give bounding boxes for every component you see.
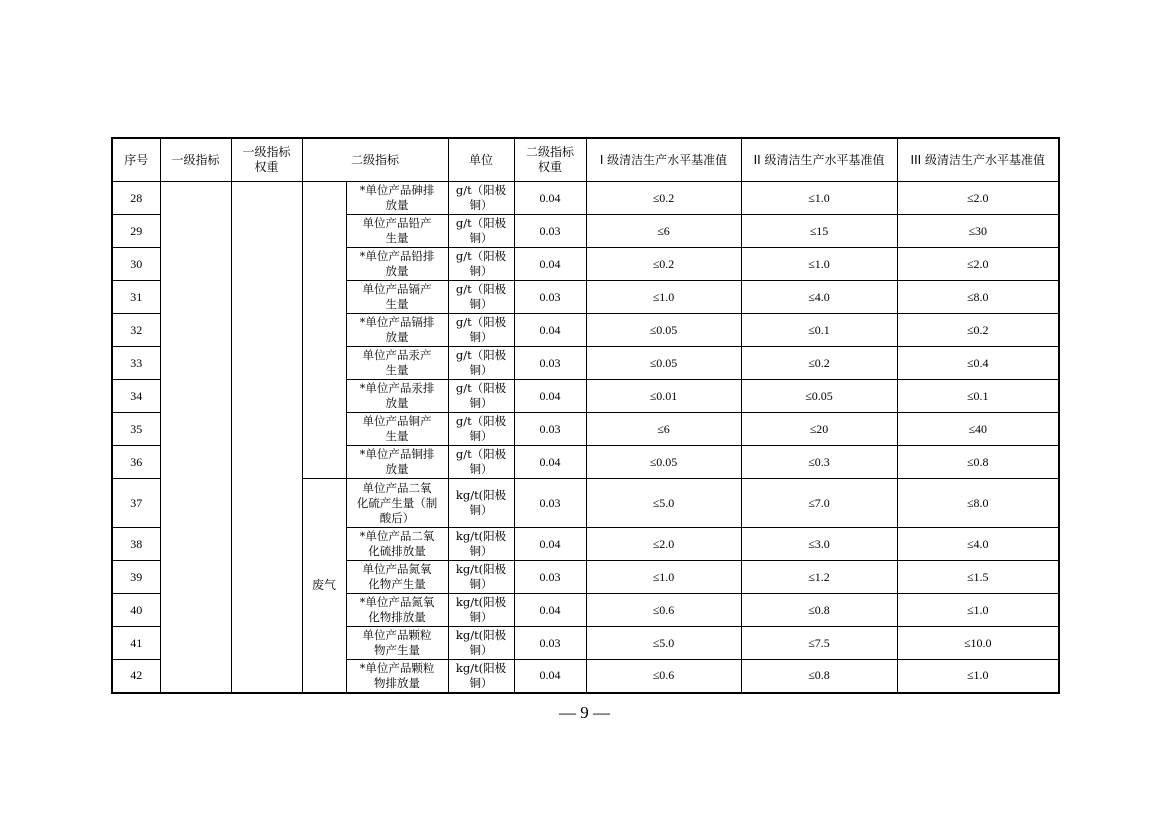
indicator-name: *单位产品氮氧 化物排放量 bbox=[346, 594, 448, 627]
grade3-value: ≤8.0 bbox=[897, 479, 1059, 528]
weight-cell: 0.03 bbox=[514, 627, 586, 660]
unit-cell: g/t（阳极 铜） bbox=[448, 413, 514, 446]
grade3-value: ≤2.0 bbox=[897, 182, 1059, 215]
grade3-value: ≤4.0 bbox=[897, 528, 1059, 561]
indicator-name: 单位产品汞产 生量 bbox=[346, 347, 448, 380]
row-number: 29 bbox=[112, 215, 160, 248]
row-number: 33 bbox=[112, 347, 160, 380]
row-number: 28 bbox=[112, 182, 160, 215]
grade1-value: ≤6 bbox=[586, 413, 741, 446]
header-level2: 二级指标 bbox=[302, 138, 448, 182]
indicator-name: *单位产品镉排 放量 bbox=[346, 314, 448, 347]
row-number: 37 bbox=[112, 479, 160, 528]
grade1-value: ≤0.05 bbox=[586, 314, 741, 347]
unit-cell: kg/t(阳极 铜） bbox=[448, 561, 514, 594]
indicator-name: *单位产品汞排 放量 bbox=[346, 380, 448, 413]
row-number: 40 bbox=[112, 594, 160, 627]
weight-cell: 0.04 bbox=[514, 314, 586, 347]
weight-cell: 0.04 bbox=[514, 528, 586, 561]
indicator-name: 单位产品二氧 化硫产生量（制 酸后） bbox=[346, 479, 448, 528]
weight-cell: 0.03 bbox=[514, 479, 586, 528]
unit-cell: g/t（阳极 铜） bbox=[448, 281, 514, 314]
weight-cell: 0.04 bbox=[514, 594, 586, 627]
grade1-value: ≤0.6 bbox=[586, 660, 741, 693]
grade1-value: ≤1.0 bbox=[586, 561, 741, 594]
grade2-value: ≤3.0 bbox=[741, 528, 897, 561]
grade3-value: ≤1.0 bbox=[897, 594, 1059, 627]
row-number: 34 bbox=[112, 380, 160, 413]
grade3-value: ≤1.0 bbox=[897, 660, 1059, 693]
indicator-name: *单位产品颗粒 物排放量 bbox=[346, 660, 448, 693]
grade1-value: ≤0.05 bbox=[586, 446, 741, 479]
grade2-value: ≤0.8 bbox=[741, 660, 897, 693]
header-grade1: I 级清洁生产水平基准值 bbox=[586, 138, 741, 182]
grade3-value: ≤0.8 bbox=[897, 446, 1059, 479]
category-blank-cell bbox=[302, 182, 346, 479]
category-waste-gas: 废气 bbox=[302, 479, 346, 693]
indicator-table bbox=[111, 137, 1060, 694]
grade3-value: ≤1.5 bbox=[897, 561, 1059, 594]
weight-cell: 0.03 bbox=[514, 561, 586, 594]
grade1-value: ≤6 bbox=[586, 215, 741, 248]
unit-cell: g/t（阳极 铜） bbox=[448, 215, 514, 248]
grade3-value: ≤0.4 bbox=[897, 347, 1059, 380]
grade2-value: ≤0.3 bbox=[741, 446, 897, 479]
row-number: 31 bbox=[112, 281, 160, 314]
unit-cell: kg/t(阳极 铜） bbox=[448, 594, 514, 627]
unit-cell: g/t（阳极 铜） bbox=[448, 182, 514, 215]
grade3-value: ≤2.0 bbox=[897, 248, 1059, 281]
unit-cell: kg/t(阳极 铜） bbox=[448, 528, 514, 561]
grade2-value: ≤1.0 bbox=[741, 248, 897, 281]
row-number: 42 bbox=[112, 660, 160, 693]
unit-cell: g/t（阳极 铜） bbox=[448, 446, 514, 479]
grade1-value: ≤0.05 bbox=[586, 347, 741, 380]
weight-cell: 0.04 bbox=[514, 660, 586, 693]
grade1-value: ≤0.2 bbox=[586, 248, 741, 281]
grade3-value: ≤30 bbox=[897, 215, 1059, 248]
grade2-value: ≤1.2 bbox=[741, 561, 897, 594]
weight-cell: 0.03 bbox=[514, 347, 586, 380]
grade2-value: ≤7.5 bbox=[741, 627, 897, 660]
indicator-name: *单位产品砷排 放量 bbox=[346, 182, 448, 215]
indicator-name: 单位产品铜产 生量 bbox=[346, 413, 448, 446]
indicator-name: 单位产品颗粒 物产生量 bbox=[346, 627, 448, 660]
grade2-value: ≤20 bbox=[741, 413, 897, 446]
level1-weight-cell bbox=[231, 182, 302, 693]
indicator-name: *单位产品铅排 放量 bbox=[346, 248, 448, 281]
grade2-value: ≤15 bbox=[741, 215, 897, 248]
unit-cell: kg/t(阳极 铜） bbox=[448, 627, 514, 660]
grade1-value: ≤0.01 bbox=[586, 380, 741, 413]
weight-cell: 0.04 bbox=[514, 248, 586, 281]
indicator-name: 单位产品镉产 生量 bbox=[346, 281, 448, 314]
header-level2-weight: 二级指标 权重 bbox=[514, 138, 586, 182]
header-grade3: III 级清洁生产水平基准值 bbox=[897, 138, 1059, 182]
grade2-value: ≤0.8 bbox=[741, 594, 897, 627]
row-number: 38 bbox=[112, 528, 160, 561]
grade3-value: ≤0.2 bbox=[897, 314, 1059, 347]
unit-cell: kg/t(阳极 铜） bbox=[448, 479, 514, 528]
grade1-value: ≤5.0 bbox=[586, 479, 741, 528]
grade2-value: ≤0.1 bbox=[741, 314, 897, 347]
grade1-value: ≤2.0 bbox=[586, 528, 741, 561]
row-number: 30 bbox=[112, 248, 160, 281]
table-row bbox=[112, 182, 1059, 215]
grade1-value: ≤1.0 bbox=[586, 281, 741, 314]
table-header-row bbox=[112, 138, 1059, 182]
page-number: — 9 — bbox=[559, 703, 610, 722]
unit-cell: g/t（阳极 铜） bbox=[448, 248, 514, 281]
unit-cell: g/t（阳极 铜） bbox=[448, 347, 514, 380]
row-number: 35 bbox=[112, 413, 160, 446]
indicator-name: 单位产品铅产 生量 bbox=[346, 215, 448, 248]
weight-cell: 0.04 bbox=[514, 182, 586, 215]
header-level1: 一级指标 bbox=[160, 138, 231, 182]
row-number: 36 bbox=[112, 446, 160, 479]
weight-cell: 0.03 bbox=[514, 413, 586, 446]
row-number: 32 bbox=[112, 314, 160, 347]
indicator-name: *单位产品二氧 化硫排放量 bbox=[346, 528, 448, 561]
grade1-value: ≤0.2 bbox=[586, 182, 741, 215]
grade2-value: ≤1.0 bbox=[741, 182, 897, 215]
row-number: 39 bbox=[112, 561, 160, 594]
row-number: 41 bbox=[112, 627, 160, 660]
weight-cell: 0.04 bbox=[514, 446, 586, 479]
grade2-value: ≤0.2 bbox=[741, 347, 897, 380]
unit-cell: g/t（阳极 铜） bbox=[448, 380, 514, 413]
weight-cell: 0.04 bbox=[514, 380, 586, 413]
unit-cell: kg/t(阳极 铜） bbox=[448, 660, 514, 693]
grade2-value: ≤0.05 bbox=[741, 380, 897, 413]
indicator-name: *单位产品铜排 放量 bbox=[346, 446, 448, 479]
level1-cell bbox=[160, 182, 231, 693]
header-unit: 单位 bbox=[448, 138, 514, 182]
weight-cell: 0.03 bbox=[514, 281, 586, 314]
grade3-value: ≤8.0 bbox=[897, 281, 1059, 314]
header-level1-weight: 一级指标 权重 bbox=[231, 138, 302, 182]
weight-cell: 0.03 bbox=[514, 215, 586, 248]
grade3-value: ≤40 bbox=[897, 413, 1059, 446]
indicator-name: 单位产品氮氧 化物产生量 bbox=[346, 561, 448, 594]
grade1-value: ≤0.6 bbox=[586, 594, 741, 627]
header-grade2: II 级清洁生产水平基准值 bbox=[741, 138, 897, 182]
grade3-value: ≤10.0 bbox=[897, 627, 1059, 660]
grade3-value: ≤0.1 bbox=[897, 380, 1059, 413]
header-seq: 序号 bbox=[112, 138, 160, 182]
unit-cell: g/t（阳极 铜） bbox=[448, 314, 514, 347]
grade2-value: ≤7.0 bbox=[741, 479, 897, 528]
grade1-value: ≤5.0 bbox=[586, 627, 741, 660]
grade2-value: ≤4.0 bbox=[741, 281, 897, 314]
